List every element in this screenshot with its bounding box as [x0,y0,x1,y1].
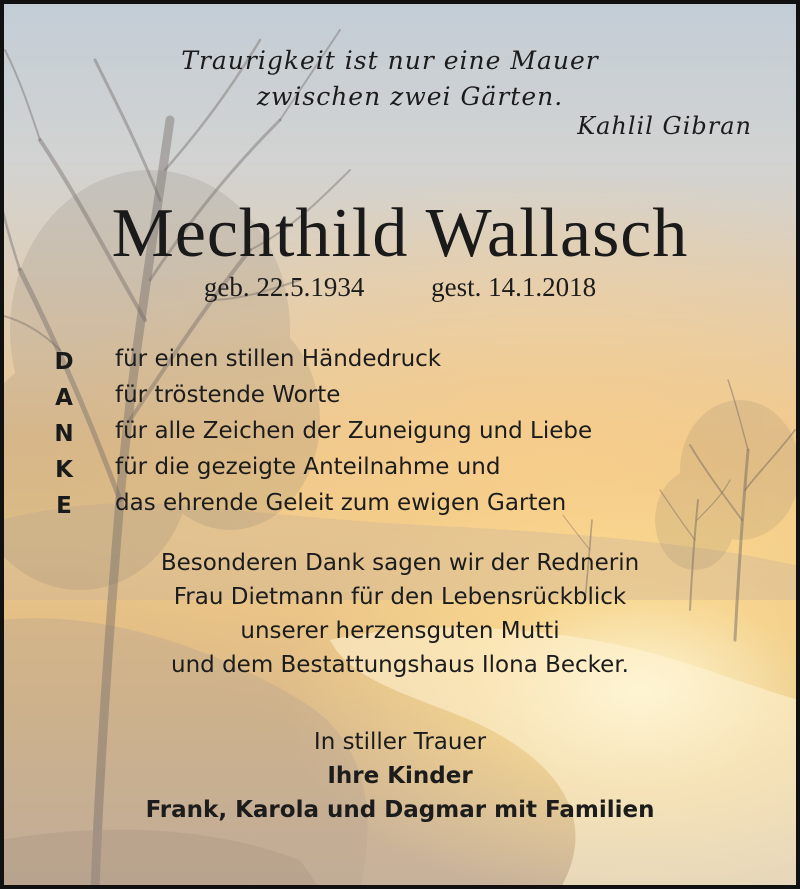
special-thanks [0,546,800,682]
danke-letter: E [56,493,72,519]
special-thanks-line: Frau Dietmann für den Lebensrückblick [173,584,627,610]
danke-acrostic [52,344,76,524]
mourners-signature [0,725,800,827]
signature-intro: In stiller Trauer [313,729,487,755]
thanks-line: für alle Zeichen der Zuneigung und Liebe [115,418,593,444]
thanks-line: für die gezeigte Anteilnahme und [115,454,501,480]
signature-names: Frank, Karola und Dagmar mit Familien [145,797,655,823]
deceased-name: Mechthild Wallasch [111,195,689,272]
thanks-list [115,341,592,521]
danke-letter: N [54,421,74,447]
quote-author: Kahlil Gibran [577,112,752,140]
danke-letter: K [55,457,73,483]
quote-line-1: Traurigkeit ist nur eine Mauer [181,46,599,75]
danke-letter: A [55,385,73,411]
special-thanks-line: und dem Bestattungshaus Ilona Becker. [171,652,629,678]
special-thanks-line: Besonderen Dank sagen wir der Rednerin [160,550,640,576]
thanks-line: für einen stillen Händedruck [115,346,442,372]
birth-date: geb. 22.5.1934 [203,272,365,302]
death-date: gest. 14.1.2018 [431,272,597,302]
life-dates [0,272,800,303]
special-thanks-line: unserer herzensguten Mutti [240,618,560,644]
thanks-line: für tröstende Worte [115,382,341,408]
signature-children: Ihre Kinder [327,763,473,789]
danke-letter: D [54,349,74,375]
quote-line-2: zwischen zwei Gärten. [256,82,564,111]
thanks-line: das ehrende Geleit zum ewigen Garten [115,490,567,516]
